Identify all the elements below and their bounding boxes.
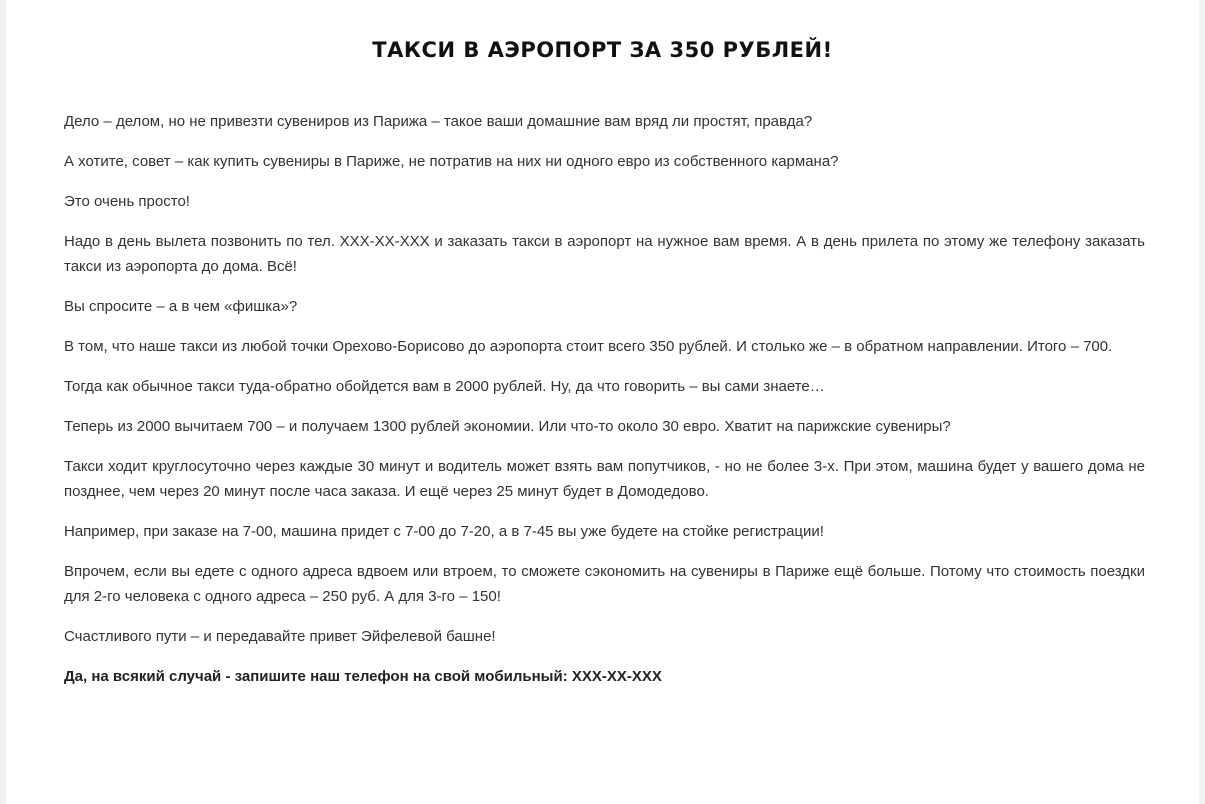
paragraph: Теперь из 2000 вычитаем 700 – и получаем 1300 рублей экономии. Или что-то около 30 евро. Хватит на парижские сувениры?: [64, 418, 951, 435]
page-title: ТАКСИ В АЭРОПОРТ ЗА 350 РУБЛЕЙ!: [372, 38, 833, 62]
paragraph: Надо в день вылета позвонить по тел. ХХХ-ХХ-ХХХ и заказать такси в аэропорт на нужное вам время. А в день прилета по этому же телефону заказать такси из аэропорта до дома. Всё!: [64, 233, 1145, 275]
article-page: [6, 0, 1199, 804]
article-body: [64, 109, 1145, 704]
paragraph: Такси ходит круглосуточно через каждые 30 минут и водитель может взять вам попутчиков, - но не более 3-х. При этом, машина будет у вашего дома не позднее, чем через 20 минут после часа заказа. И ещё через 25 минут будет в Домодедово.: [64, 458, 1145, 500]
paragraph: А хотите, совет – как купить сувениры в Париже, не потратив на них ни одного евро из собственного кармана?: [64, 153, 839, 170]
paragraph: Впрочем, если вы едете с одного адреса вдвоем или втроем, то сможете сэкономить на сувениры в Париже ещё больше. Потому что стоимость поездки для 2-го человека с одного адреса – 250 руб. А для 3-го – 150!: [64, 563, 1145, 605]
paragraph: Это очень просто!: [64, 193, 190, 210]
closing-note: Да, на всякий случай - запишите наш телефон на свой мобильный: ХХХ-ХХ-ХХХ: [64, 668, 662, 685]
paragraph: Дело – делом, но не привезти сувениров из Парижа – такое ваши домашние вам вряд ли простят, правда?: [64, 113, 813, 130]
paragraph: Например, при заказе на 7-00, машина придет с 7-00 до 7-20, а в 7-45 вы уже будете на стойке регистрации!: [64, 523, 824, 540]
paragraph: Тогда как обычное такси туда-обратно обойдется вам в 2000 рублей. Ну, да что говорить – вы сами знаете…: [64, 378, 825, 395]
paragraph: Вы спросите – а в чем «фишка»?: [64, 298, 298, 315]
paragraph: Счастливого пути – и передавайте привет Эйфелевой башне!: [64, 628, 496, 645]
paragraph: В том, что наше такси из любой точки Орехово-Борисово до аэропорта стоит всего 350 рублей. И столько же – в обратном направлении. Итого – 700.: [64, 338, 1113, 355]
